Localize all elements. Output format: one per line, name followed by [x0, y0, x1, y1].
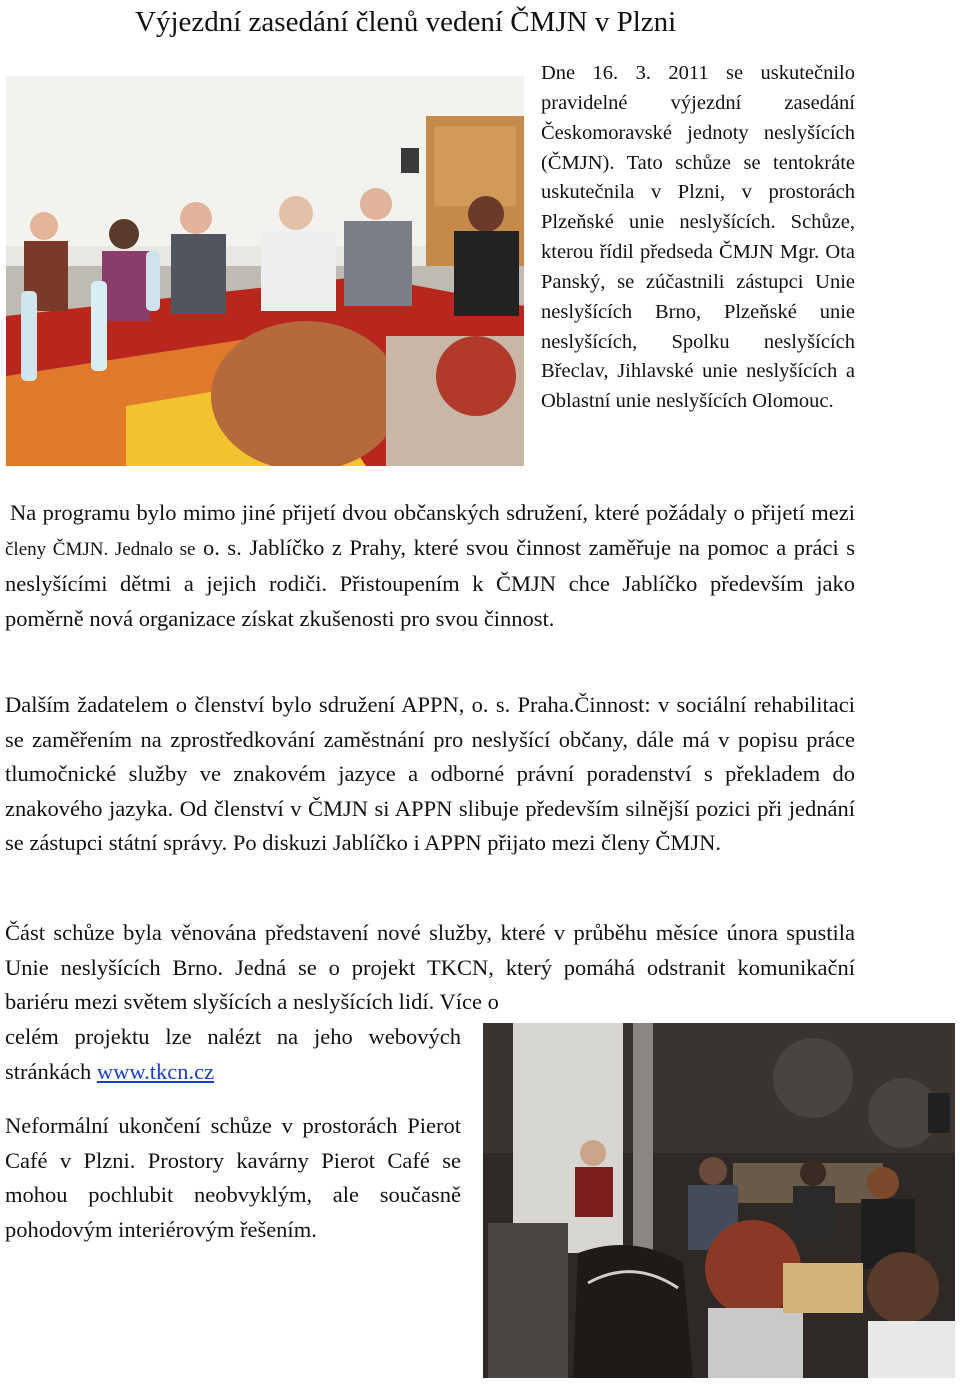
paragraph-tkcn-continued: [5, 1020, 461, 1089]
cafe-photo: [483, 1023, 955, 1378]
paragraph-membership-part-c: o. s. Jablíčko z Prahy, které svou činnost zaměřuje na pomoc a práci s neslyšícími dětmi a jejich rodiči. Přistoupením k ČMJN chce Jablíčko především jako poměrně nová organizace získat zkušenosti pro svou činnost.: [5, 534, 856, 631]
paragraph-appn: Dalším žadatelem o členství bylo sdružení APPN, o. s. Praha.Činnost: v sociální rehabilitaci se zaměřením na zprostředkování zaměstnání pro neslyšící občany, dále má v popisu práce tlumočnické služby ve znakovém jazyce a odborné právní poradenství s překladem do znakového jazyka. Od členství v ČMJN si APPN slibuje především silnější pozici při jednání se zástupci státní správy. Po diskuzi Jablíčko i APPN přijato mezi členy ČMJN.: [5, 692, 855, 856]
article-title: Výjezdní zasedání členů vedení ČMJN v Plzni: [135, 6, 677, 38]
paragraph-membership-part-a: Na programu bylo mimo jiné přijetí dvou občanských sdružení, které požádaly o přijetí mezi: [10, 500, 855, 525]
intro-paragraph: Dne 16. 3. 2011 se uskutečnilo pravidelné výjezdní zasedání Českomoravské jednoty neslyšících (ČMJN). Tato schůze se tentokráte uskutečnila v Plzni, v prostorách Plzeňské unie neslyšících. Schůze, kterou řídil předseda ČMJN Mgr. Ota Panský, se zúčastnili zástupci Unie neslyšících Brno, Plzeňské unie neslyšících, Spolku neslyšících Břeclav, Jihlavské unie neslyšících a Oblastní unie neslyšících Olomouc.: [541, 62, 855, 413]
paragraph-cafe: Neformální ukončení schůze v prostorách Pierot Café v Plzni. Prostory kavárny Pierot Café se mohou pochlubit neobvyklým, ale současně pohodovým interiérovým řešením.: [5, 1113, 461, 1242]
meeting-photo: [6, 76, 524, 466]
paragraph-tkcn: Část schůze byla věnována představení nové služby, které v průběhu měsíce února spustila Unie neslyšících Brno. Jedná se o projekt TKCN, který pomáhá odstranit komunikační bariéru mezi světem slyšících a neslyšících lidí. Více o: [5, 920, 855, 1015]
paragraph-membership: [5, 496, 855, 636]
tkcn-website-link[interactable]: www.tkcn.cz: [96, 1058, 215, 1084]
paragraph-tkcn-tail-text: celém projektu lze nalézt na jeho webových stránkách: [5, 1024, 461, 1084]
paragraph-membership-part-b: členy ČMJN. Jednalo se: [5, 538, 196, 560]
